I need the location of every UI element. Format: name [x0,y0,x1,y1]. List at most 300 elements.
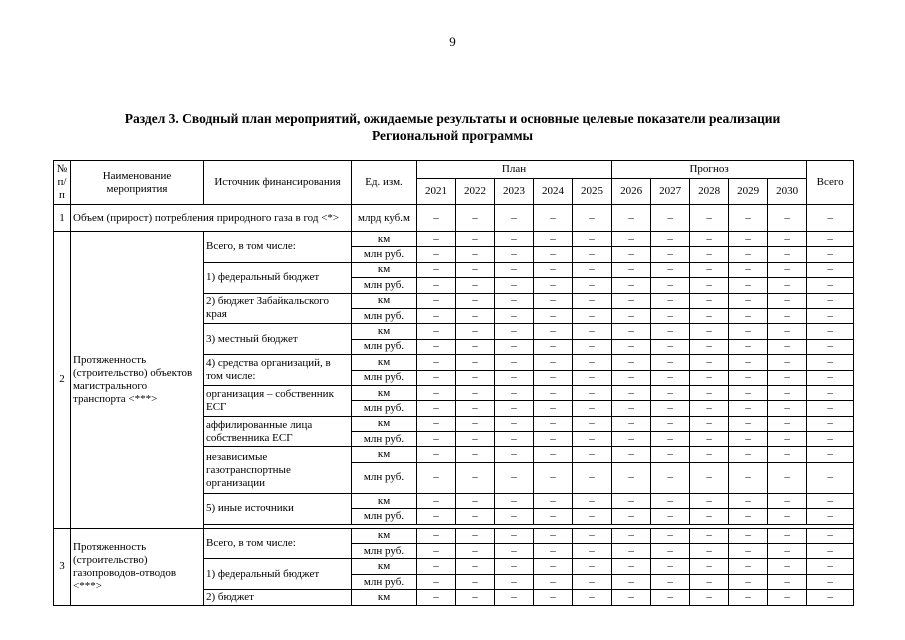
value-cell: – [729,262,768,277]
unit-cell: млн руб. [352,509,417,524]
value-cell: – [573,278,612,293]
value-cell: – [417,590,456,605]
value-cell: – [456,293,495,308]
value-cell: – [612,370,651,385]
value-cell: – [456,432,495,447]
value-cell: – [456,308,495,323]
value-cell: – [690,247,729,262]
value-cell: – [690,416,729,431]
value-cell: – [456,544,495,559]
unit-cell: км [352,324,417,339]
header-year: 2022 [456,179,495,205]
value-cell: – [573,247,612,262]
value-cell: – [768,278,807,293]
value-cell: – [651,416,690,431]
unit-cell: млн руб. [352,574,417,589]
value-cell: – [612,205,651,232]
source-label: 3) местный бюджет [204,324,352,355]
unit-cell: км [352,262,417,277]
value-cell: – [690,544,729,559]
value-cell: – [573,339,612,354]
value-cell: – [651,574,690,589]
value-cell: – [417,401,456,416]
value-cell: – [612,262,651,277]
value-cell: – [612,544,651,559]
value-cell: – [768,370,807,385]
value-cell: – [729,293,768,308]
value-cell: – [417,232,456,247]
value-cell: – [495,528,534,543]
value-cell: – [534,385,573,400]
value-cell: – [729,324,768,339]
value-cell: – [768,293,807,308]
value-cell: – [495,416,534,431]
value-cell: – [768,308,807,323]
value-cell: – [651,401,690,416]
value-cell: – [417,278,456,293]
value-cell: – [612,247,651,262]
value-cell: – [534,324,573,339]
value-cell: – [573,432,612,447]
value-cell: – [417,205,456,232]
value-cell: – [495,370,534,385]
value-cell: – [417,544,456,559]
unit-cell: км [352,447,417,462]
value-cell: – [768,205,807,232]
value-cell: – [495,308,534,323]
value-cell: – [417,416,456,431]
value-cell: – [534,339,573,354]
value-cell: – [573,370,612,385]
value-cell: – [573,401,612,416]
value-cell: – [651,262,690,277]
header-unit: Ед. изм. [352,161,417,205]
value-cell: – [729,355,768,370]
source-label: 4) средства организаций, в том числе: [204,355,352,386]
value-cell: – [768,574,807,589]
value-cell: – [612,528,651,543]
value-cell: – [729,574,768,589]
value-cell: – [651,232,690,247]
header-year: 2028 [690,179,729,205]
value-cell: – [534,355,573,370]
total-cell: – [807,293,854,308]
value-cell: – [495,355,534,370]
row-name: Протяженность (строительство) газопроводов-отводов <***> [71,528,204,605]
value-cell: – [456,590,495,605]
total-cell: – [807,262,854,277]
value-cell: – [573,262,612,277]
total-cell: – [807,559,854,574]
value-cell: – [456,370,495,385]
value-cell: – [729,462,768,493]
value-cell: – [456,339,495,354]
unit-cell: км [352,528,417,543]
value-cell: – [534,559,573,574]
value-cell: – [768,232,807,247]
value-cell: – [690,401,729,416]
unit-cell: млн руб. [352,544,417,559]
section-title [40,110,865,144]
value-cell: – [768,416,807,431]
header-year: 2023 [495,179,534,205]
value-cell: – [573,509,612,524]
value-cell: – [534,401,573,416]
value-cell: – [534,262,573,277]
value-cell: – [456,385,495,400]
value-cell: – [456,509,495,524]
value-cell: – [573,308,612,323]
value-cell: – [495,232,534,247]
value-cell: – [768,262,807,277]
header-year: 2024 [534,179,573,205]
value-cell: – [729,590,768,605]
value-cell: – [612,385,651,400]
value-cell: – [690,559,729,574]
value-cell: – [417,293,456,308]
total-cell: – [807,278,854,293]
value-cell: – [729,544,768,559]
value-cell: – [729,370,768,385]
value-cell: – [573,355,612,370]
value-cell: – [573,447,612,462]
value-cell: – [729,416,768,431]
value-cell: – [690,370,729,385]
header-year: 2026 [612,179,651,205]
plan-table [53,160,854,606]
value-cell: – [768,559,807,574]
value-cell: – [651,278,690,293]
value-cell: – [690,293,729,308]
value-cell: – [690,339,729,354]
source-label: 1) федеральный бюджет [204,262,352,293]
value-cell: – [768,432,807,447]
header-year: 2025 [573,179,612,205]
value-cell: – [690,262,729,277]
header-year: 2021 [417,179,456,205]
value-cell: – [690,308,729,323]
total-cell: – [807,308,854,323]
value-cell: – [534,432,573,447]
source-label: организация – собственник ЕСГ [204,385,352,416]
value-cell: – [534,447,573,462]
unit-cell: км [352,493,417,508]
value-cell: – [651,493,690,508]
value-cell: – [690,205,729,232]
value-cell: – [456,447,495,462]
value-cell: – [651,324,690,339]
value-cell: – [534,205,573,232]
value-cell: – [768,544,807,559]
source-label: независимые газотранспортные организации [204,447,352,493]
value-cell: – [495,574,534,589]
total-cell: – [807,447,854,462]
value-cell: – [417,339,456,354]
total-cell: – [807,544,854,559]
value-cell: – [573,416,612,431]
value-cell: – [417,262,456,277]
value-cell: – [729,528,768,543]
value-cell: – [768,590,807,605]
value-cell: – [768,493,807,508]
value-cell: – [495,447,534,462]
value-cell: – [456,462,495,493]
value-cell: – [417,355,456,370]
value-cell: – [573,574,612,589]
value-cell: – [417,559,456,574]
value-cell: – [651,528,690,543]
value-cell: – [729,205,768,232]
total-cell: – [807,232,854,247]
value-cell: – [417,509,456,524]
header-year: 2029 [729,179,768,205]
value-cell: – [573,544,612,559]
value-cell: – [534,544,573,559]
value-cell: – [612,339,651,354]
value-cell: – [729,401,768,416]
row-num: 2 [54,232,71,529]
value-cell: – [573,385,612,400]
value-cell: – [768,385,807,400]
value-cell: – [456,324,495,339]
value-cell: – [417,308,456,323]
value-cell: – [534,416,573,431]
value-cell: – [495,339,534,354]
value-cell: – [729,559,768,574]
value-cell: – [573,462,612,493]
value-cell: – [456,493,495,508]
value-cell: – [612,401,651,416]
value-cell: – [495,262,534,277]
unit-cell: млн руб. [352,432,417,447]
title-line-1: Раздел 3. Сводный план мероприятий, ожидаемые результаты и основные целевые показатели реализации [124,111,781,126]
value-cell: – [612,278,651,293]
unit-cell: км [352,416,417,431]
value-cell: – [534,509,573,524]
total-cell: – [807,509,854,524]
value-cell: – [495,205,534,232]
total-cell: – [807,528,854,543]
value-cell: – [612,493,651,508]
total-cell: – [807,324,854,339]
value-cell: – [690,462,729,493]
header-plan: План [417,161,612,179]
value-cell: – [456,205,495,232]
value-cell: – [573,528,612,543]
value-cell: – [729,278,768,293]
value-cell: – [495,432,534,447]
value-cell: – [651,462,690,493]
total-cell: – [807,590,854,605]
total-cell: – [807,339,854,354]
value-cell: – [495,559,534,574]
value-cell: – [495,278,534,293]
value-cell: – [456,416,495,431]
row-name: Объем (прирост) потребления природного газа в год <*> [71,205,352,232]
value-cell: – [612,416,651,431]
value-cell: – [573,205,612,232]
value-cell: – [612,293,651,308]
unit-cell: км [352,590,417,605]
total-cell: – [807,205,854,232]
value-cell: – [417,574,456,589]
value-cell: – [573,493,612,508]
unit-cell: км [352,385,417,400]
value-cell: – [651,447,690,462]
value-cell: – [573,293,612,308]
header-total: Всего [807,161,854,205]
unit-cell: млн руб. [352,308,417,323]
value-cell: – [768,247,807,262]
value-cell: – [417,528,456,543]
value-cell: – [417,432,456,447]
value-cell: – [690,590,729,605]
value-cell: – [534,528,573,543]
value-cell: – [534,370,573,385]
value-cell: – [690,355,729,370]
unit-cell: млн руб. [352,247,417,262]
value-cell: – [729,432,768,447]
value-cell: – [768,324,807,339]
value-cell: – [612,324,651,339]
value-cell: – [456,528,495,543]
value-cell: – [534,493,573,508]
value-cell: – [729,385,768,400]
value-cell: – [495,247,534,262]
value-cell: – [768,462,807,493]
source-label: 5) иные источники [204,493,352,524]
value-cell: – [495,385,534,400]
row-num: 1 [54,205,71,232]
value-cell: – [729,232,768,247]
value-cell: – [495,401,534,416]
unit-cell: млн руб. [352,339,417,354]
value-cell: – [534,462,573,493]
value-cell: – [534,278,573,293]
value-cell: – [534,308,573,323]
total-cell: – [807,247,854,262]
total-cell: – [807,432,854,447]
value-cell: – [690,278,729,293]
value-cell: – [612,308,651,323]
total-cell: – [807,370,854,385]
value-cell: – [417,385,456,400]
value-cell: – [417,462,456,493]
value-cell: – [612,559,651,574]
value-cell: – [729,247,768,262]
total-cell: – [807,574,854,589]
value-cell: – [495,324,534,339]
value-cell: – [612,509,651,524]
source-label: 2) бюджет Забайкальского края [204,293,352,324]
value-cell: – [651,559,690,574]
value-cell: – [417,493,456,508]
value-cell: – [690,432,729,447]
header-name: Наименование мероприятия [71,161,204,205]
unit-cell: млн руб. [352,401,417,416]
value-cell: – [612,447,651,462]
value-cell: – [690,385,729,400]
value-cell: – [456,559,495,574]
value-cell: – [651,432,690,447]
value-cell: – [729,339,768,354]
value-cell: – [417,324,456,339]
value-cell: – [456,355,495,370]
value-cell: – [456,262,495,277]
value-cell: – [534,232,573,247]
value-cell: – [456,401,495,416]
total-cell: – [807,493,854,508]
total-cell: – [807,462,854,493]
value-cell: – [651,509,690,524]
value-cell: – [534,247,573,262]
value-cell: – [651,355,690,370]
unit-cell: км [352,232,417,247]
value-cell: – [612,432,651,447]
value-cell: – [573,324,612,339]
value-cell: – [417,447,456,462]
header-forecast: Прогноз [612,161,807,179]
total-cell: – [807,355,854,370]
value-cell: – [690,493,729,508]
value-cell: – [690,232,729,247]
value-cell: – [651,247,690,262]
unit-cell: млн руб. [352,370,417,385]
value-cell: – [690,528,729,543]
value-cell: – [612,462,651,493]
value-cell: – [573,232,612,247]
source-label: Всего, в том числе: [204,528,352,559]
unit-cell: км [352,293,417,308]
value-cell: – [417,247,456,262]
unit-cell: млн руб. [352,462,417,493]
header-num: № п/ п [54,161,71,205]
value-cell: – [534,574,573,589]
value-cell: – [495,590,534,605]
value-cell: – [768,447,807,462]
row-name: Протяженность (строительство) объектов магистрального транспорта <***> [71,232,204,529]
value-cell: – [495,544,534,559]
value-cell: – [456,247,495,262]
value-cell: – [729,308,768,323]
value-cell: – [495,293,534,308]
value-cell: – [651,293,690,308]
row-unit: млрд куб.м [352,205,417,232]
value-cell: – [729,493,768,508]
value-cell: – [768,355,807,370]
total-cell: – [807,401,854,416]
source-label: 2) бюджет [204,590,352,605]
value-cell: – [612,355,651,370]
unit-cell: млн руб. [352,278,417,293]
value-cell: – [534,293,573,308]
total-cell: – [807,416,854,431]
row-num: 3 [54,528,71,605]
value-cell: – [495,509,534,524]
source-label: Всего, в том числе: [204,232,352,263]
header-year: 2030 [768,179,807,205]
value-cell: – [651,205,690,232]
header-year: 2027 [651,179,690,205]
value-cell: – [651,385,690,400]
value-cell: – [456,574,495,589]
title-line-2: Региональной программы [371,128,534,143]
unit-cell: км [352,559,417,574]
value-cell: – [690,447,729,462]
value-cell: – [768,339,807,354]
value-cell: – [690,324,729,339]
value-cell: – [690,574,729,589]
